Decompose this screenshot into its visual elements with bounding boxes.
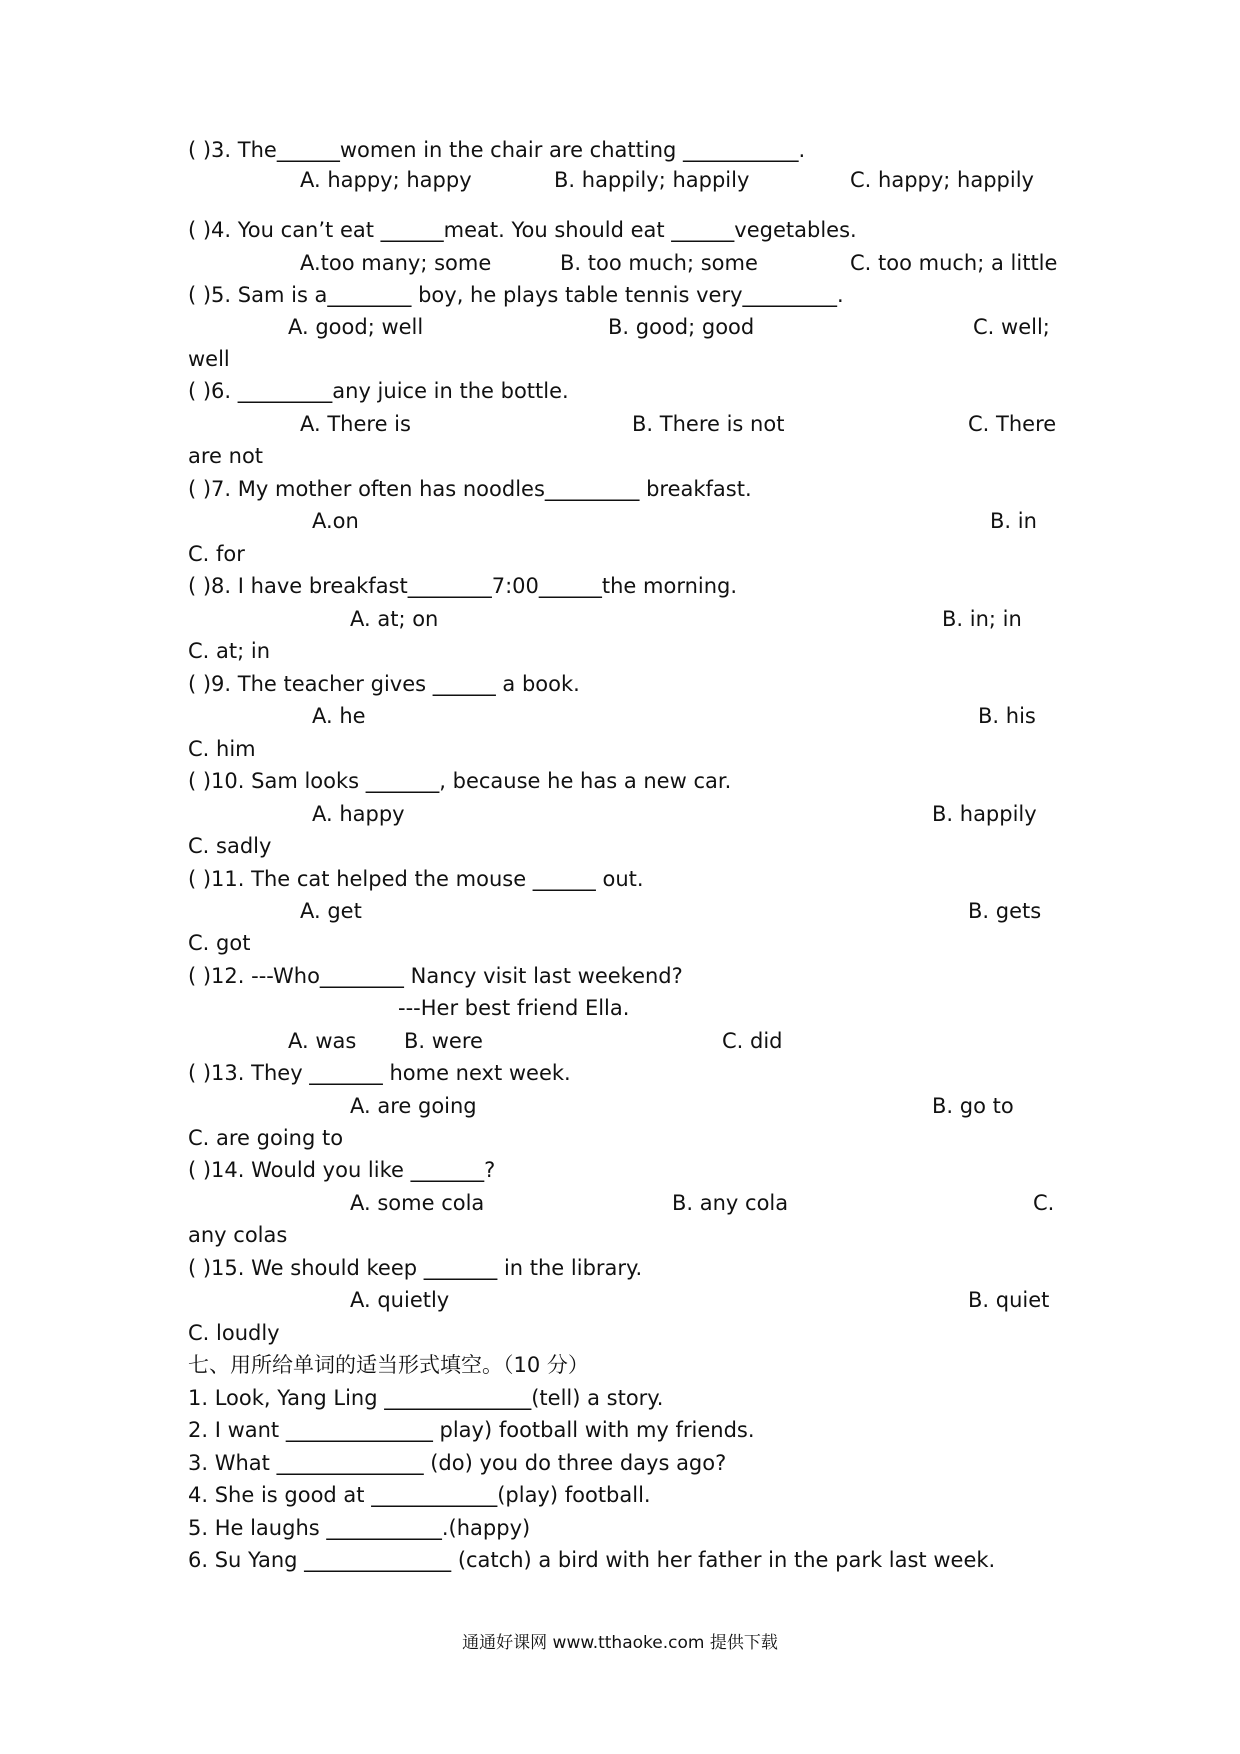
question-7-wrap[interactable]: C. for [188, 542, 245, 566]
option-a[interactable]: A. good; well [288, 315, 424, 339]
option-a[interactable]: A. at; on [350, 607, 439, 631]
option-b[interactable]: B. good; good [608, 315, 755, 339]
option-c[interactable]: C. happy; happily [850, 168, 1034, 192]
question-8-stem: ( )8. I have breakfast________7:00______the morning. [188, 574, 738, 598]
question-6-options [188, 408, 1060, 440]
question-15-stem: ( )15. We should keep _______ in the library. [188, 1256, 643, 1280]
option-b[interactable]: B. go to [932, 1094, 1014, 1118]
option-b[interactable]: B. quiet [968, 1288, 1050, 1312]
question-5-options [188, 311, 1060, 343]
option-b[interactable]: B. in; in [942, 607, 1022, 631]
fill-item-3: 3. What ______________ (do) you do three days ago? [188, 1451, 727, 1475]
option-b[interactable]: B. gets [968, 899, 1042, 923]
option-a[interactable]: A.too many; some [300, 251, 492, 275]
option-c[interactable]: C. did [722, 1029, 783, 1053]
question-9-options [188, 700, 1060, 732]
fill-item-2: 2. I want ______________ play) football with my friends. [188, 1418, 755, 1442]
option-a[interactable]: A. he [312, 704, 366, 728]
question-6-stem: ( )6. _________any juice in the bottle. [188, 379, 569, 403]
section-title: 七、用所给单词的适当形式填空。（10 分） [188, 1353, 589, 1377]
question-8-options [188, 603, 1060, 635]
question-6-wrap: are not [188, 444, 264, 468]
option-a[interactable]: A. There is [300, 412, 411, 436]
option-b[interactable]: B. too much; some [560, 251, 758, 275]
question-15-options [188, 1284, 1060, 1316]
question-14-stem: ( )14. Would you like _______? [188, 1158, 496, 1182]
option-a[interactable]: A. some cola [350, 1191, 485, 1215]
option-b[interactable]: B. his [978, 704, 1036, 728]
option-b[interactable]: B. happily [932, 802, 1037, 826]
option-a[interactable]: A.on [312, 509, 359, 533]
fill-item-1: 1. Look, Yang Ling ______________(tell) a story. [188, 1386, 664, 1410]
question-11-stem: ( )11. The cat helped the mouse ______ out. [188, 867, 644, 891]
question-13-stem: ( )13. They _______ home next week. [188, 1061, 571, 1085]
question-13-wrap[interactable]: C. are going to [188, 1126, 344, 1150]
question-10-options [188, 798, 1060, 830]
question-8-wrap[interactable]: C. at; in [188, 639, 271, 663]
option-a[interactable]: A. happy [312, 802, 405, 826]
question-12-answer-line: ---Her best friend Ella. [398, 996, 630, 1020]
question-4-stem: ( )4. You can’t eat ______meat. You should eat ______vegetables. [188, 218, 857, 242]
question-7-options [188, 505, 1060, 537]
fill-item-5: 5. He laughs ___________.(happy) [188, 1516, 531, 1540]
question-14-options [188, 1187, 1060, 1219]
question-9-wrap[interactable]: C. him [188, 737, 256, 761]
fill-item-6: 6. Su Yang ______________ (catch) a bird with her father in the park last week. [188, 1548, 996, 1572]
question-4-options [188, 247, 1060, 279]
question-11-options [188, 895, 1060, 927]
question-7-stem: ( )7. My mother often has noodles_________ breakfast. [188, 477, 752, 501]
option-b[interactable]: B. in [990, 509, 1037, 533]
question-12-stem: ( )12. ---Who________ Nancy visit last weekend? [188, 964, 683, 988]
question-3-stem: ( )3. The______women in the chair are chatting ___________. [188, 138, 806, 162]
option-a[interactable]: A. get [300, 899, 362, 923]
option-a[interactable]: A. was [288, 1029, 357, 1053]
option-c[interactable]: C. well; [973, 315, 1050, 339]
option-c[interactable]: C. [1033, 1191, 1055, 1215]
question-14-wrap[interactable]: any colas [188, 1223, 288, 1247]
question-13-options [188, 1090, 1060, 1122]
question-9-stem: ( )9. The teacher gives ______ a book. [188, 672, 580, 696]
option-c[interactable]: C. There [968, 412, 1057, 436]
option-b[interactable]: B. There is not [632, 412, 785, 436]
question-5-stem: ( )5. Sam is a________ boy, he plays table tennis very_________. [188, 283, 844, 307]
question-3-options [188, 164, 1060, 196]
question-5-wrap: well [188, 347, 230, 371]
fill-item-4: 4. She is good at ____________(play) football. [188, 1483, 651, 1507]
page-footer: 通通好课网 www.tthaoke.com 提供下载 [462, 1633, 778, 1653]
option-c[interactable]: C. too much; a little [850, 251, 1058, 275]
option-a[interactable]: A. are going [350, 1094, 477, 1118]
option-b[interactable]: B. any cola [672, 1191, 789, 1215]
question-10-stem: ( )10. Sam looks _______, because he has a new car. [188, 769, 732, 793]
question-12-options [188, 1025, 1060, 1057]
option-a[interactable]: A. happy; happy [300, 168, 472, 192]
question-11-wrap[interactable]: C. got [188, 931, 251, 955]
question-10-wrap[interactable]: C. sadly [188, 834, 272, 858]
question-15-wrap[interactable]: C. loudly [188, 1321, 280, 1345]
option-b[interactable]: B. happily; happily [554, 168, 750, 192]
option-b[interactable]: B. were [404, 1029, 483, 1053]
option-a[interactable]: A. quietly [350, 1288, 450, 1312]
